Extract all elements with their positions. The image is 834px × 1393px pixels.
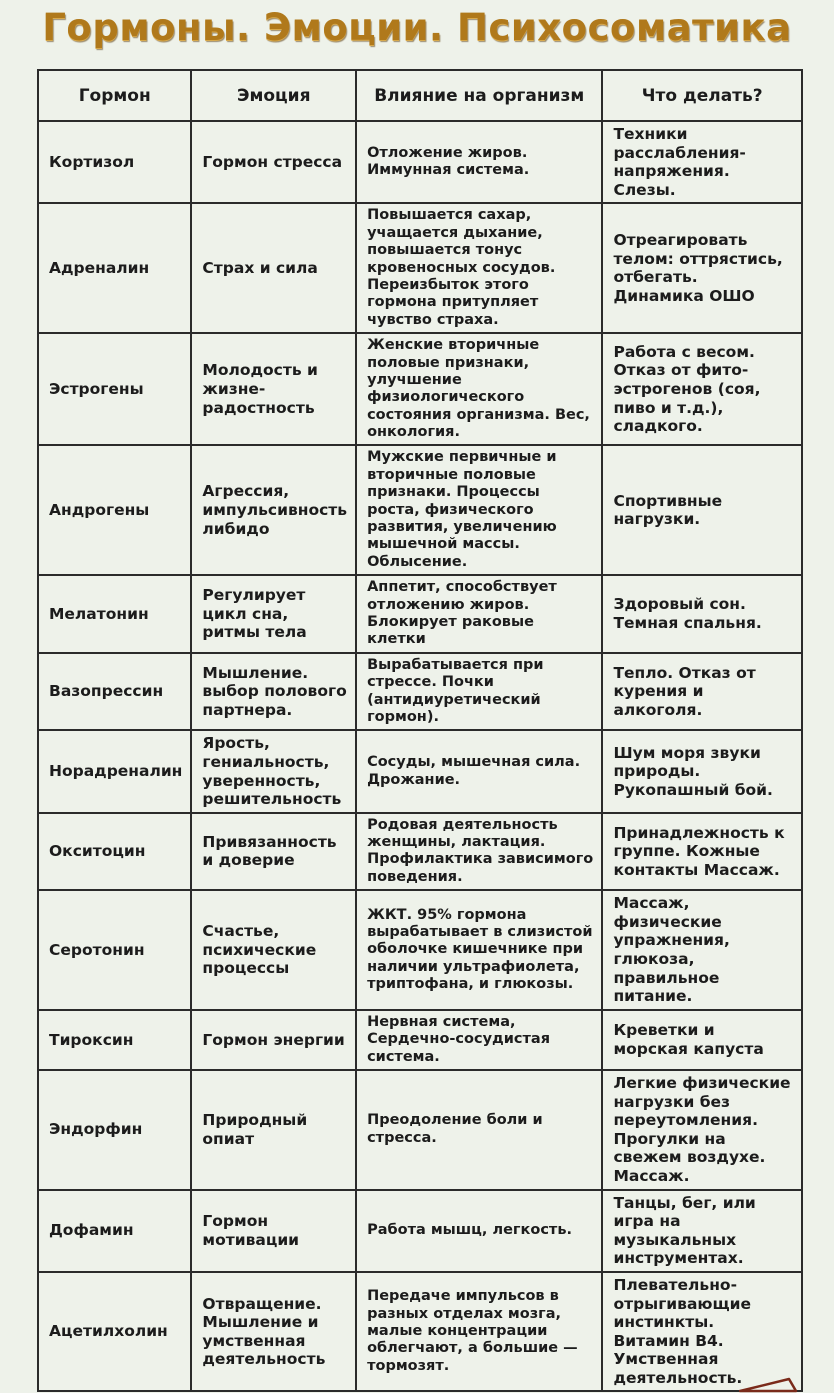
emotion-cell: Природный опиат — [191, 1070, 356, 1190]
hormone-cell: Андрогены — [38, 445, 191, 575]
effect-cell: Отложение жиров. Иммунная система. — [356, 121, 602, 203]
action-cell: Техники расслабления-напряжения. Слезы. — [602, 121, 802, 203]
action-cell — [602, 1272, 802, 1392]
table-row — [38, 333, 802, 445]
effect-cell: Сосуды, мышечная сила. Дрожание. — [356, 730, 602, 812]
effect-cell: Мужские первичные и вторичные половые признаки. Процессы роста, физического развития, увеличению мышечной массы. Облысение. — [356, 445, 602, 575]
action-cell: Массаж, физические упражнения, глюкоза, правильное питание. — [602, 890, 802, 1010]
table-row — [38, 653, 802, 731]
action-cell: Здоровый сон. Темная спальня. — [602, 575, 802, 653]
table-row — [38, 1190, 802, 1272]
hormone-cell: Эстрогены — [38, 333, 191, 445]
hormone-cell: Тироксин — [38, 1010, 191, 1070]
emotion-cell: Счастье, психические процессы — [191, 890, 356, 1010]
table-row — [38, 1070, 802, 1190]
emotion-cell: Мышление. выбор полового партнера. — [191, 653, 356, 731]
table-row — [38, 890, 802, 1010]
header-emotion: Эмоция — [191, 70, 356, 121]
emotion-cell: Гормон мотивации — [191, 1190, 356, 1272]
effect-cell: ЖКТ. 95% гормона вырабатывает в слизистой оболочке кишечнике при наличии ультрафиолета, триптофана, и глюкозы. — [356, 890, 602, 1010]
table-row — [38, 730, 802, 812]
emotion-cell: Страх и сила — [191, 203, 356, 333]
emotion-cell: Гормон энергии — [191, 1010, 356, 1070]
effect-cell: Вырабатывается при стрессе. Почки (антидиуретический гормон). — [356, 653, 602, 731]
hormones-table — [37, 69, 803, 1392]
table-row — [38, 1010, 802, 1070]
emotion-cell: Молодость и жизне-радостность — [191, 333, 356, 445]
hormone-cell: Дофамин — [38, 1190, 191, 1272]
action-cell: Работа с весом. Отказ от фито-эстрогенов (соя, пиво и т.д.), сладкого. — [602, 333, 802, 445]
action-cell: Спортивные нагрузки. — [602, 445, 802, 575]
effect-cell: Работа мышц, легкость. — [356, 1190, 602, 1272]
hormone-cell: Окситоцин — [38, 813, 191, 891]
table-header-row — [38, 70, 802, 121]
table-row — [38, 813, 802, 891]
action-cell: Шум моря звуки природы. Рукопашный бой. — [602, 730, 802, 812]
emotion-cell: Гормон стресса — [191, 121, 356, 203]
page-curl-icon — [739, 1375, 799, 1393]
emotion-cell: Регулирует цикл сна, ритмы тела — [191, 575, 356, 653]
hormone-cell: Мелатонин — [38, 575, 191, 653]
hormone-cell: Кортизол — [38, 121, 191, 203]
table-row — [38, 121, 802, 203]
effect-cell: Нервная система, Сердечно-сосудистая система. — [356, 1010, 602, 1070]
action-cell: Принадлежность к группе. Кожные контакты Массаж. — [602, 813, 802, 891]
effect-cell: Родовая деятельность женщины, лактация. Профилактика зависимого поведения. — [356, 813, 602, 891]
effect-cell: Преодоление боли и стресса. — [356, 1070, 602, 1190]
emotion-cell: Агрессия, импульсивность либидо — [191, 445, 356, 575]
header-effect: Влияние на организм — [356, 70, 602, 121]
table-row — [38, 203, 802, 333]
hormone-cell: Эндорфин — [38, 1070, 191, 1190]
action-cell: Тепло. Отказ от курения и алкоголя. — [602, 653, 802, 731]
effect-cell: Передаче импульсов в разных отделах мозга, малые концентрации облегчают, а большие — тормозят. — [356, 1272, 602, 1392]
table-row — [38, 575, 802, 653]
effect-cell: Аппетит, способствует отложению жиров. Блокирует раковые клетки — [356, 575, 602, 653]
table-row — [38, 1272, 802, 1392]
emotion-cell: Привязанность и доверие — [191, 813, 356, 891]
hormone-cell: Вазопрессин — [38, 653, 191, 731]
action-text: Плевательно-отрыгивающие инстинкты. Витамин В4. Умственная деятельность. — [613, 1275, 752, 1387]
emotion-cell: Отвращение. Мышление и умственная деятельность — [191, 1272, 356, 1392]
action-cell: Танцы, бег, или игра на музыкальных инструментах. — [602, 1190, 802, 1272]
hormone-cell: Адреналин — [38, 203, 191, 333]
hormone-cell: Серотонин — [38, 890, 191, 1010]
hormone-cell: Ацетилхолин — [38, 1272, 191, 1392]
page-title: Гормоны. Эмоции. Психосоматика — [42, 6, 792, 49]
header-action: Что делать? — [602, 70, 802, 121]
action-cell: Легкие физические нагрузки без переутомления. Прогулки на свежем воздухе. Массаж. — [602, 1070, 802, 1190]
header-hormone: Гормон — [38, 70, 191, 121]
table-row — [38, 445, 802, 575]
action-cell: Креветки и морская капуста — [602, 1010, 802, 1070]
effect-cell: Женские вторичные половые признаки, улучшение физиологического состояния организма. Вес, онкология. — [356, 333, 602, 445]
effect-cell: Повышается сахар, учащается дыхание, повышается тонус кровеносных сосудов. Переизбыток этого гормона притупляет чувство страха. — [356, 203, 602, 333]
emotion-cell: Ярость, гениальность, уверенность, решительность — [191, 730, 356, 812]
hormone-cell: Норадреналин — [38, 730, 191, 812]
action-cell: Отреагировать телом: оттрястись, отбегать. Динамика ОШО — [602, 203, 802, 333]
